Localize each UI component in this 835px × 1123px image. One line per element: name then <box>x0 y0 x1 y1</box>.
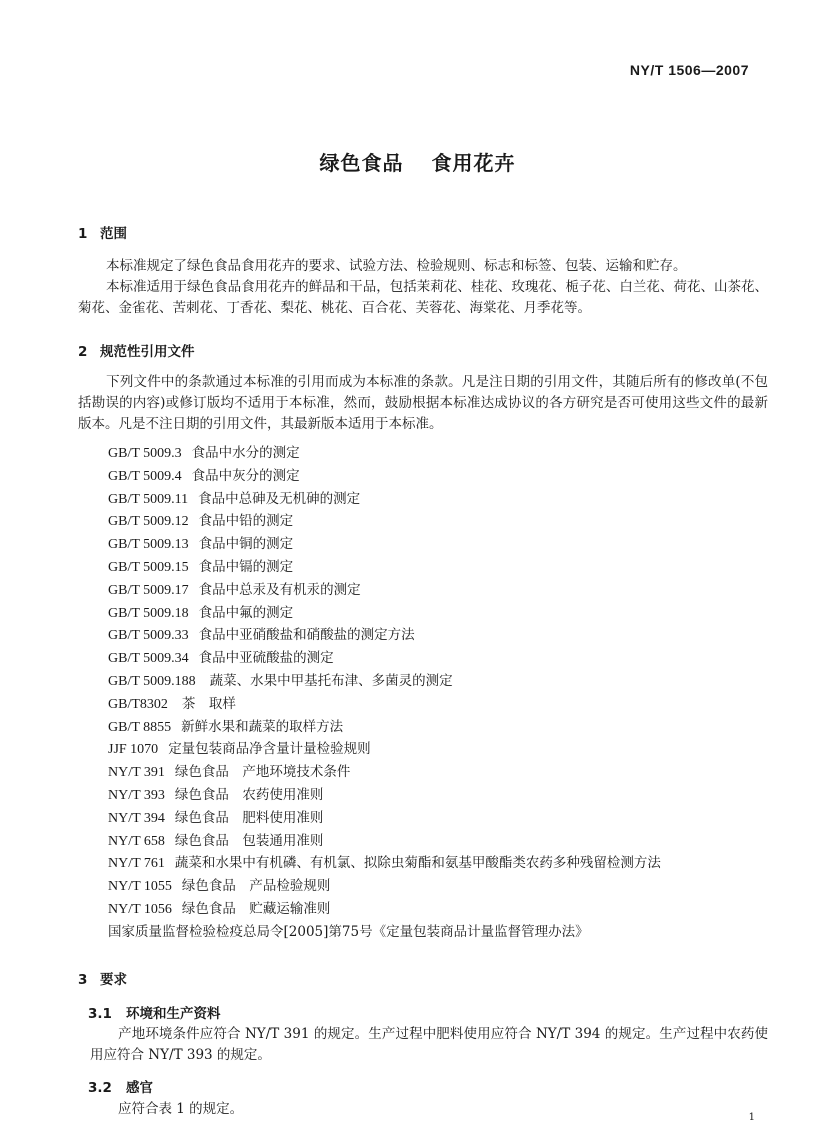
reference-item: GB/T 8855 新鲜水果和蔬菜的取样方法 <box>108 718 344 735</box>
section-title: 规范性引用文件 <box>100 344 195 360</box>
section-title: 范围 <box>100 226 127 242</box>
subsection-title: 感官 <box>126 1080 153 1096</box>
section-1-paragraph-2: 本标准适用于绿色食品食用花卉的鲜品和干品，包括茉莉花、桂花、玫瑰花、栀子花、白兰花、荷花、山茶花、菊花、金雀花、苦刺花、丁香花、梨花、桃花、百合花、芙蓉花、海棠花、月季花等。 <box>78 279 768 316</box>
section-2-heading <box>78 340 195 360</box>
section-2-intro: 下列文件中的条款通过本标准的引用而成为本标准的条款。凡是注日期的引用文件，其随后所有的修改单(不包括勘误的内容)或修订版均不适用于本标准，然而，鼓励根据本标准达成协议的各方研究是否可使用这些文件的最新版本。凡是不注日期的引用文件，其最新版本适用于本标准。 <box>78 374 768 432</box>
reference-item: GB/T 5009.17 食品中总汞及有机汞的测定 <box>108 581 361 598</box>
reference-item: GB/T 5009.188 蔬菜、水果中甲基托布津、多菌灵的测定 <box>108 672 453 689</box>
title-part-2: 食用花卉 <box>431 151 516 175</box>
reference-item: GB/T 5009.4 食品中灰分的测定 <box>108 467 300 484</box>
section-title: 要求 <box>100 972 127 988</box>
reference-item: NY/T 761 蔬菜和水果中有机磷、有机氯、拟除虫菊酯和氨基甲酸酯类农药多种残留检测方法 <box>108 855 661 872</box>
reference-item: GB/T 5009.11 食品中总砷及无机砷的测定 <box>108 490 361 507</box>
subsection-title: 环境和生产资料 <box>126 1006 221 1022</box>
reference-item: GB/T 5009.18 食品中氟的测定 <box>108 604 294 621</box>
page-number: 1 <box>748 1112 755 1123</box>
standard-code: NY/T 1506—2007 <box>629 62 749 78</box>
section-number: 3 <box>78 972 88 988</box>
section-number: 2 <box>78 344 88 360</box>
reference-item: NY/T 391 绿色食品 产地环境技术条件 <box>108 764 351 781</box>
reference-item: NY/T 394 绿色食品 肥料使用准则 <box>108 809 324 826</box>
reference-item: GB/T 5009.3 食品中水分的测定 <box>108 445 300 461</box>
subsection-number: 3.2 <box>88 1080 112 1096</box>
reference-item: JJF 1070 定量包装商品净含量计量检验规则 <box>108 741 371 758</box>
reference-item: GB/T 5009.34 食品中亚硫酸盐的测定 <box>108 650 334 667</box>
reference-item: GB/T 5009.13 食品中铜的测定 <box>108 536 294 553</box>
subsection-number: 3.1 <box>88 1006 112 1022</box>
title-part-1: 绿色食品 <box>319 151 404 175</box>
reference-item: NY/T 393 绿色食品 农药使用准则 <box>108 786 324 803</box>
reference-item: GB/T 5009.15 食品中镉的测定 <box>108 558 294 575</box>
reference-item: NY/T 1055 绿色食品 产品检验规则 <box>108 878 331 895</box>
section-number: 1 <box>78 226 88 242</box>
document-title <box>0 147 835 176</box>
reference-item: GB/T 5009.12 食品中铅的测定 <box>108 513 294 530</box>
section-1-paragraph-1: 本标准规定了绿色食品食用花卉的要求、试验方法、检验规则、标志和标签、包装、运输和贮存。 <box>106 258 687 274</box>
reference-item: NY/T 658 绿色食品 包装通用准则 <box>108 832 324 849</box>
subsection-3-2-text: 应符合表 1 的规定。 <box>118 1101 244 1117</box>
reference-item: NY/T 1056 绿色食品 贮藏运输准则 <box>108 900 331 917</box>
decree-reference: 国家质量监督检验检疫总局令[2005]第75号《定量包装商品计量监督管理办法》 <box>108 923 589 940</box>
reference-list <box>108 442 788 944</box>
reference-item: GB/T8302 茶 取样 <box>108 695 236 712</box>
subsection-3-2-heading <box>88 1076 153 1096</box>
section-3-heading <box>78 968 127 988</box>
subsection-3-1-heading <box>88 1002 221 1022</box>
subsection-3-1-text: 产地环境条件应符合 NY/T 391 的规定。生产过程中肥料使用应符合 NY/T 394 的规定。生产过程中农药使用应符合 NY/T 393 的规定。 <box>90 1026 768 1063</box>
section-1-heading <box>78 222 127 242</box>
reference-item: GB/T 5009.33 食品中亚硝酸盐和硝酸盐的测定方法 <box>108 627 415 644</box>
